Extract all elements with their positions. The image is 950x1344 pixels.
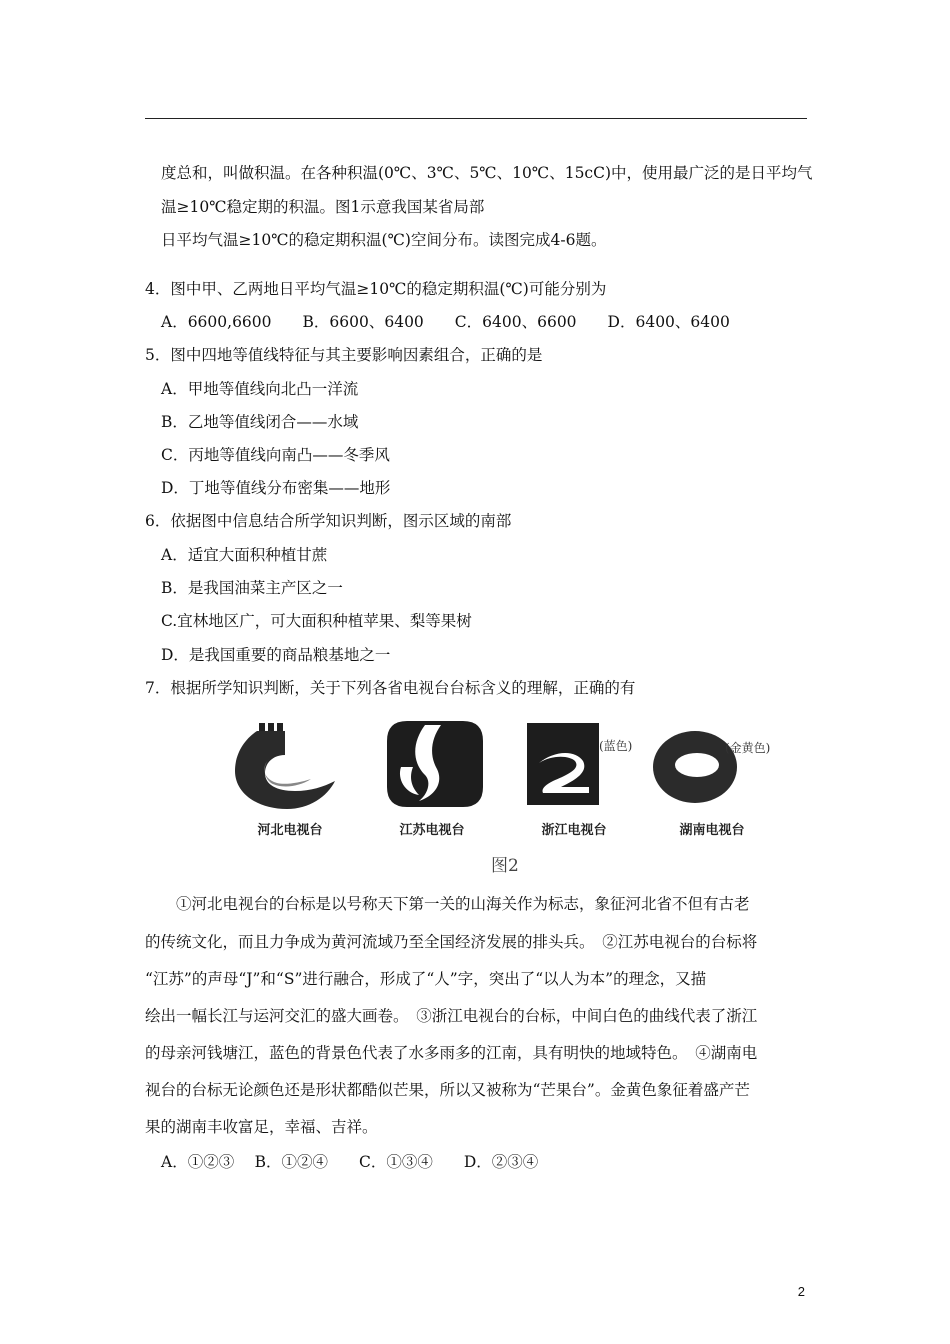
- passage-line-5: 的母亲河钱塘江，蓝色的背景色代表了水多雨多的江南，具有明快的地域特色。 ④湖南电: [145, 1044, 758, 1062]
- figure-2-label: 图2: [491, 856, 519, 876]
- header-rule: [145, 118, 807, 119]
- hunan-tv-logo: [647, 715, 777, 840]
- question-6-option-a: A．适宜大面积种植甘蔗: [161, 546, 328, 564]
- question-7-stem: 7．根据所学知识判断，关于下列各省电视台台标含义的理解，正确的有: [145, 679, 636, 697]
- question-5-option-a: A．甲地等值线向北凸一洋流: [161, 380, 359, 398]
- zhejiang-logo-icon: [509, 715, 639, 815]
- hunan-tv-caption: 湖南电视台: [679, 823, 745, 838]
- question-5-option-c: C．丙地等值线向南凸——冬季风: [161, 446, 390, 464]
- passage-line-2: 的传统文化，而且力争成为黄河流域乃至全国经济发展的排头兵。 ②江苏电视台的台标将: [145, 933, 758, 951]
- jiangsu-tv-caption: 江苏电视台: [399, 823, 465, 838]
- passage-line-4: 绘出一幅长江与运河交汇的盛大画卷。 ③浙江电视台的台标，中间白色的曲线代表了浙江: [145, 1007, 758, 1025]
- hunan-logo-icon: [647, 715, 777, 815]
- zhejiang-tv-caption: 浙江电视台: [541, 823, 607, 838]
- question-5-option-d: D．丁地等值线分布密集——地形: [161, 479, 391, 497]
- question-6-option-d: D．是我国重要的商品粮基地之一: [161, 646, 391, 664]
- hebei-tv-logo: [225, 715, 355, 840]
- question-4-stem: 4．图中甲、乙两地日平均气温≥10℃的稳定期积温(℃)可能分别为: [145, 280, 607, 298]
- question-5-stem: 5．图中四地等值线特征与其主要影响因素组合，正确的是: [145, 346, 543, 364]
- passage-line-6: 视台的台标无论颜色还是形状都酷似芒果，所以又被称为“芒果台”。金黄色象征着盛产芒: [145, 1081, 750, 1099]
- intro-line-2: 温≥10℃稳定期的积温。图1示意我国某省局部: [161, 198, 485, 216]
- question-6-stem: 6．依据图中信息结合所学知识判断，图示区域的南部: [145, 512, 512, 530]
- question-4-options: A．6600,6600 B．6600、6400 C．6400、6600 D．6400、6400: [161, 313, 730, 331]
- figure-2: [225, 715, 785, 875]
- question-6-option-c: C.宜林地区广，可大面积种植苹果、梨等果树: [161, 612, 472, 630]
- intro-line-1: 度总和，叫做积温。在各种积温(0℃、3℃、5℃、10℃、15cC)中，使用最广泛的是日平均气: [161, 164, 813, 182]
- jiangsu-tv-logo: [367, 715, 497, 840]
- hebei-logo-icon: [225, 715, 355, 815]
- zhejiang-color-annotation: (蓝色): [599, 739, 633, 753]
- question-6-option-b: B．是我国油菜主产区之一: [161, 579, 343, 597]
- question-5-option-b: B．乙地等值线闭合——水域: [161, 413, 359, 431]
- zhejiang-tv-logo: [509, 715, 639, 840]
- passage-line-3: “江苏”的声母“J”和“S”进行融合，形成了“人”字，突出了“以人为本”的理念，又描: [145, 970, 707, 988]
- intro-line-3: 日平均气温≥10℃的稳定期积温(℃)空间分布。读图完成4-6题。: [161, 231, 607, 249]
- passage-line-7: 果的湖南丰收富足，幸福、吉祥。: [145, 1118, 378, 1136]
- jiangsu-logo-icon: [367, 715, 497, 815]
- hebei-tv-caption: 河北电视台: [257, 823, 323, 838]
- hunan-color-annotation: (金黄色): [725, 741, 771, 755]
- passage-line-1: ①河北电视台的台标是以号称天下第一关的山海关作为标志，象征河北省不但有古老: [176, 895, 750, 913]
- question-7-options: A．①②③ B．①②④ C．①③④ D．②③④: [161, 1153, 539, 1171]
- page-number: 2: [797, 1284, 805, 1299]
